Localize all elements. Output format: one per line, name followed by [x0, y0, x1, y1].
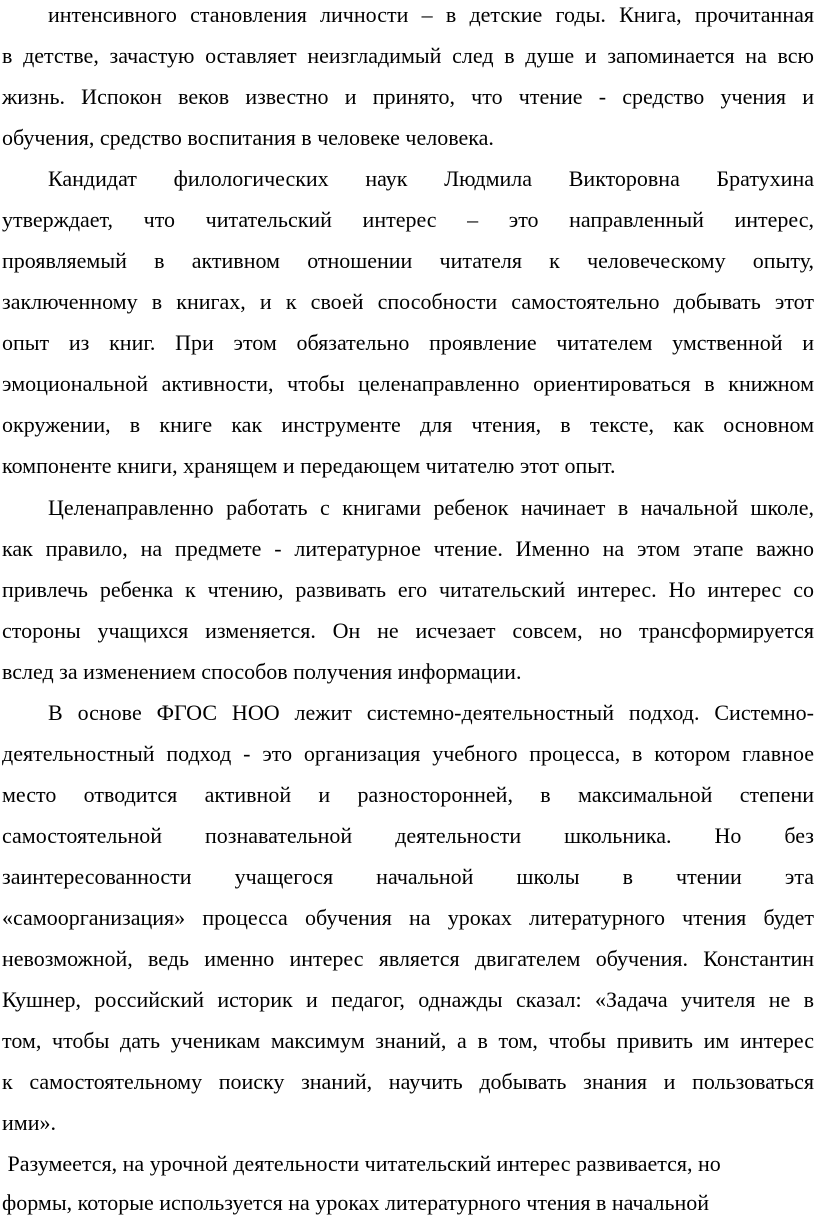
text-line: Кандидат филологических наук Людмила Викторовна Братухина [48, 166, 814, 191]
text-line: как правило, на предмете - литературное чтение. Именно на этом этапе важно [2, 536, 814, 561]
text-line: В основе ФГОС НОО лежит системно-деятельностный подход. Системно- [48, 700, 814, 725]
text-line: жизнь. Испокон веков известно и принято, что чтение - средство учения и [2, 84, 814, 109]
text-line: утверждает, что читательский интерес – это направленный интерес, [2, 207, 814, 232]
text-line: невозможной, ведь именно интерес является двигателем обучения. Константин [2, 946, 814, 971]
text-line: обучения, средство воспитания в человеке человека. [2, 125, 494, 150]
text-line: проявляемый в активном отношении читателя к человеческому опыту, [2, 248, 814, 273]
text-line: привлечь ребенка к чтению, развивать его читательский интерес. Но интерес со [2, 577, 814, 602]
text-line: формы, которые используется на уроках литературного чтения в начальной [2, 1190, 710, 1215]
text-line: том, чтобы дать ученикам максимум знаний, а в том, чтобы привить им интерес [2, 1028, 814, 1053]
text-line: заинтересованности учащегося начальной школы в чтении эта [2, 864, 814, 889]
text-line: опыт из книг. При этом обязательно проявление читателем умственной и [2, 330, 814, 355]
text-line: Целенаправленно работать с книгами ребенок начинает в начальной школе, [48, 495, 814, 520]
text-line: окружении, в книге как инструменте для чтения, в тексте, как основном [2, 412, 814, 437]
text-line: Разумеется, на урочной деятельности читательский интерес развивается, но [2, 1151, 721, 1176]
text-line: деятельностный подход - это организация учебного процесса, в котором главное [2, 741, 814, 766]
text-line: компоненте книги, хранящем и передающем читателю этот опыт. [2, 453, 616, 478]
text-line: эмоциональной активности, чтобы целенаправленно ориентироваться в книжном [2, 371, 814, 396]
text-line: стороны учащихся изменяется. Он не исчезает совсем, но трансформируется [2, 618, 814, 643]
text-line: интенсивного становления личности – в детские годы. Книга, прочитанная [48, 2, 814, 27]
text-line: к самостоятельному поиску знаний, научить добывать знания и пользоваться [2, 1069, 814, 1094]
text-line: в детстве, зачастую оставляет неизгладимый след в душе и запоминается на всю [2, 43, 814, 68]
text-line: самостоятельной познавательной деятельности школьника. Но без [2, 823, 814, 848]
text-line: заключенному в книгах, и к своей способности самостоятельно добывать этот [2, 289, 814, 314]
text-line: место отводится активной и разносторонней, в максимальной степени [2, 782, 814, 807]
text-line: «самоорганизация» процесса обучения на уроках литературного чтения будет [2, 905, 814, 930]
text-line: ими». [2, 1110, 56, 1135]
text-line: Кушнер, российский историк и педагог, однажды сказал: «Задача учителя не в [2, 987, 814, 1012]
text-line: вслед за изменением способов получения информации. [2, 659, 522, 684]
